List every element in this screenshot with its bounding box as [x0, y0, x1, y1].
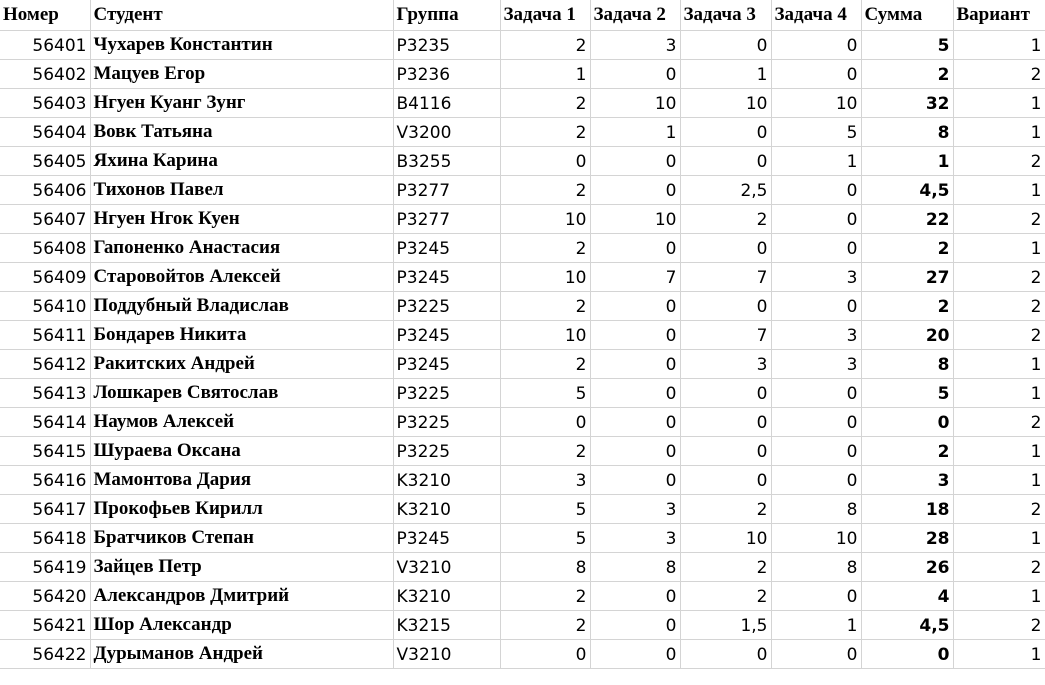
cell-sum[interactable]: 0: [861, 639, 953, 668]
cell-task-2[interactable]: 0: [590, 639, 680, 668]
cell-sum[interactable]: 5: [861, 30, 953, 59]
table-row: [0, 610, 1045, 639]
cell-sum[interactable]: 27: [861, 262, 953, 291]
cell-task-1[interactable]: 10: [500, 320, 590, 349]
cell-sum[interactable]: 0: [861, 407, 953, 436]
cell-task-4[interactable]: 8: [771, 552, 861, 581]
cell-group[interactable]: V3200: [393, 117, 500, 146]
cell-task-4[interactable]: 0: [771, 291, 861, 320]
table-row: [0, 436, 1045, 465]
cell-student[interactable]: Яхина Карина: [90, 146, 393, 175]
header-cell-task-3[interactable]: Задача 3: [680, 0, 771, 30]
cell-group[interactable]: P3236: [393, 59, 500, 88]
cell-number[interactable]: 56420: [0, 581, 90, 610]
cell-task-4[interactable]: 1: [771, 610, 861, 639]
cell-variant[interactable]: 1: [953, 117, 1045, 146]
cell-task-3[interactable]: 10: [680, 88, 771, 117]
cell-variant[interactable]: 2: [953, 552, 1045, 581]
header-cell-student[interactable]: Студент: [90, 0, 393, 30]
cell-task-3[interactable]: 2,5: [680, 175, 771, 204]
cell-task-4[interactable]: 0: [771, 204, 861, 233]
cell-task-2[interactable]: 0: [590, 378, 680, 407]
table-row: [0, 465, 1045, 494]
cell-sum[interactable]: 1: [861, 146, 953, 175]
cell-task-3[interactable]: 0: [680, 30, 771, 59]
cell-task-3[interactable]: 0: [680, 639, 771, 668]
cell-sum[interactable]: 2: [861, 436, 953, 465]
cell-sum[interactable]: 2: [861, 291, 953, 320]
cell-sum[interactable]: 20: [861, 320, 953, 349]
cell-task-4[interactable]: 10: [771, 523, 861, 552]
cell-task-1[interactable]: 3: [500, 465, 590, 494]
cell-task-2[interactable]: 10: [590, 88, 680, 117]
cell-variant[interactable]: 1: [953, 378, 1045, 407]
cell-task-3[interactable]: 0: [680, 436, 771, 465]
cell-number[interactable]: 56403: [0, 88, 90, 117]
cell-student[interactable]: Мацуев Егор: [90, 59, 393, 88]
cell-task-2[interactable]: 0: [590, 233, 680, 262]
cell-task-3[interactable]: 0: [680, 378, 771, 407]
cell-task-4[interactable]: 3: [771, 320, 861, 349]
header-cell-task-1[interactable]: Задача 1: [500, 0, 590, 30]
cell-number[interactable]: 56419: [0, 552, 90, 581]
cell-number[interactable]: 56412: [0, 349, 90, 378]
cell-task-4[interactable]: 0: [771, 30, 861, 59]
cell-task-3[interactable]: 2: [680, 494, 771, 523]
cell-task-2[interactable]: 0: [590, 436, 680, 465]
cell-task-3[interactable]: 0: [680, 233, 771, 262]
cell-group[interactable]: V3210: [393, 552, 500, 581]
cell-task-1[interactable]: 1: [500, 59, 590, 88]
cell-group[interactable]: P3245: [393, 262, 500, 291]
cell-task-4[interactable]: 10: [771, 88, 861, 117]
table-row: [0, 349, 1045, 378]
cell-task-1[interactable]: 0: [500, 407, 590, 436]
table-row: [0, 59, 1045, 88]
cell-sum[interactable]: 3: [861, 465, 953, 494]
header-cell-task-2[interactable]: Задача 2: [590, 0, 680, 30]
cell-task-4[interactable]: 3: [771, 262, 861, 291]
cell-task-1[interactable]: 10: [500, 204, 590, 233]
cell-number[interactable]: 56421: [0, 610, 90, 639]
cell-group[interactable]: P3277: [393, 175, 500, 204]
cell-task-2[interactable]: 1: [590, 117, 680, 146]
cell-task-4[interactable]: 5: [771, 117, 861, 146]
table-row: [0, 378, 1045, 407]
cell-task-1[interactable]: 2: [500, 581, 590, 610]
table-row: [0, 291, 1045, 320]
cell-task-2[interactable]: 3: [590, 494, 680, 523]
cell-task-1[interactable]: 2: [500, 233, 590, 262]
table-row: [0, 233, 1045, 262]
cell-task-3[interactable]: 7: [680, 262, 771, 291]
cell-number[interactable]: 56422: [0, 639, 90, 668]
cell-number[interactable]: 56416: [0, 465, 90, 494]
cell-variant[interactable]: 2: [953, 59, 1045, 88]
cell-task-4[interactable]: 8: [771, 494, 861, 523]
cell-task-4[interactable]: 0: [771, 378, 861, 407]
cell-group[interactable]: P3235: [393, 30, 500, 59]
cell-sum[interactable]: 22: [861, 204, 953, 233]
cell-number[interactable]: 56407: [0, 204, 90, 233]
table-body: [0, 30, 1045, 668]
cell-group[interactable]: B4116: [393, 88, 500, 117]
cell-student[interactable]: Старовойтов Алексей: [90, 262, 393, 291]
cell-group[interactable]: P3245: [393, 349, 500, 378]
table-row: [0, 581, 1045, 610]
cell-sum[interactable]: 28: [861, 523, 953, 552]
cell-task-3[interactable]: 0: [680, 117, 771, 146]
cell-task-1[interactable]: 0: [500, 639, 590, 668]
cell-variant[interactable]: 1: [953, 233, 1045, 262]
header-cell-variant[interactable]: Вариант: [953, 0, 1045, 30]
cell-variant[interactable]: 2: [953, 320, 1045, 349]
cell-variant[interactable]: 1: [953, 349, 1045, 378]
cell-task-4[interactable]: 0: [771, 233, 861, 262]
cell-variant[interactable]: 1: [953, 436, 1045, 465]
cell-task-2[interactable]: 0: [590, 407, 680, 436]
cell-number[interactable]: 56414: [0, 407, 90, 436]
cell-sum[interactable]: 2: [861, 59, 953, 88]
cell-task-3[interactable]: 0: [680, 407, 771, 436]
cell-number[interactable]: 56408: [0, 233, 90, 262]
cell-number[interactable]: 56405: [0, 146, 90, 175]
cell-task-3[interactable]: 0: [680, 291, 771, 320]
table-row: [0, 146, 1045, 175]
table-row: [0, 262, 1045, 291]
cell-student[interactable]: Мамонтова Дария: [90, 465, 393, 494]
cell-sum[interactable]: 32: [861, 88, 953, 117]
cell-group[interactable]: P3277: [393, 204, 500, 233]
table-row: [0, 175, 1045, 204]
cell-task-2[interactable]: 0: [590, 581, 680, 610]
cell-variant[interactable]: 2: [953, 204, 1045, 233]
cell-task-1[interactable]: 2: [500, 291, 590, 320]
cell-task-3[interactable]: 7: [680, 320, 771, 349]
cell-number[interactable]: 56402: [0, 59, 90, 88]
cell-student[interactable]: Нгуен Нгок Куен: [90, 204, 393, 233]
cell-student[interactable]: Зайцев Петр: [90, 552, 393, 581]
cell-task-4[interactable]: 0: [771, 59, 861, 88]
table-row: [0, 320, 1045, 349]
cell-student[interactable]: Вовк Татьяна: [90, 117, 393, 146]
cell-task-3[interactable]: 3: [680, 349, 771, 378]
table-row: [0, 639, 1045, 668]
cell-sum[interactable]: 2: [861, 233, 953, 262]
cell-group[interactable]: P3245: [393, 233, 500, 262]
cell-variant[interactable]: 1: [953, 30, 1045, 59]
cell-task-1[interactable]: 2: [500, 436, 590, 465]
cell-task-4[interactable]: 0: [771, 465, 861, 494]
cell-variant[interactable]: 1: [953, 175, 1045, 204]
cell-task-2[interactable]: 8: [590, 552, 680, 581]
cell-group[interactable]: P3225: [393, 436, 500, 465]
cell-variant[interactable]: 2: [953, 610, 1045, 639]
cell-variant[interactable]: 2: [953, 146, 1045, 175]
cell-number[interactable]: 56413: [0, 378, 90, 407]
cell-task-3[interactable]: 2: [680, 204, 771, 233]
cell-task-3[interactable]: 2: [680, 552, 771, 581]
cell-task-2[interactable]: 0: [590, 610, 680, 639]
cell-variant[interactable]: 2: [953, 291, 1045, 320]
cell-task-1[interactable]: 0: [500, 146, 590, 175]
cell-variant[interactable]: 2: [953, 407, 1045, 436]
cell-task-1[interactable]: 5: [500, 378, 590, 407]
cell-variant[interactable]: 1: [953, 88, 1045, 117]
cell-task-1[interactable]: 10: [500, 262, 590, 291]
cell-number[interactable]: 56409: [0, 262, 90, 291]
cell-group[interactable]: P3225: [393, 407, 500, 436]
cell-number[interactable]: 56417: [0, 494, 90, 523]
cell-task-3[interactable]: 2: [680, 581, 771, 610]
cell-number[interactable]: 56410: [0, 291, 90, 320]
cell-group[interactable]: B3255: [393, 146, 500, 175]
cell-group[interactable]: P3245: [393, 320, 500, 349]
cell-task-2[interactable]: 7: [590, 262, 680, 291]
table-row: [0, 523, 1045, 552]
cell-student[interactable]: Прокофьев Кирилл: [90, 494, 393, 523]
table-row: [0, 407, 1045, 436]
cell-task-2[interactable]: 0: [590, 320, 680, 349]
cell-group[interactable]: K3215: [393, 610, 500, 639]
cell-variant[interactable]: 1: [953, 639, 1045, 668]
cell-task-2[interactable]: 3: [590, 523, 680, 552]
cell-sum[interactable]: 8: [861, 117, 953, 146]
cell-sum[interactable]: 4: [861, 581, 953, 610]
cell-task-4[interactable]: 1: [771, 146, 861, 175]
cell-task-1[interactable]: 2: [500, 175, 590, 204]
cell-student[interactable]: Нгуен Куанг Зунг: [90, 88, 393, 117]
cell-group[interactable]: P3245: [393, 523, 500, 552]
cell-task-3[interactable]: 0: [680, 146, 771, 175]
cell-sum[interactable]: 5: [861, 378, 953, 407]
cell-student[interactable]: Братчиков Степан: [90, 523, 393, 552]
cell-task-2[interactable]: 10: [590, 204, 680, 233]
cell-task-2[interactable]: 0: [590, 349, 680, 378]
table-row: [0, 494, 1045, 523]
cell-task-4[interactable]: 3: [771, 349, 861, 378]
cell-task-1[interactable]: 2: [500, 117, 590, 146]
cell-group[interactable]: P3225: [393, 291, 500, 320]
cell-number[interactable]: 56406: [0, 175, 90, 204]
cell-sum[interactable]: 26: [861, 552, 953, 581]
header-cell-task-4[interactable]: Задача 4: [771, 0, 861, 30]
cell-group[interactable]: K3210: [393, 465, 500, 494]
cell-group[interactable]: K3210: [393, 581, 500, 610]
cell-student[interactable]: Шор Александр: [90, 610, 393, 639]
cell-student[interactable]: Чухарев Константин: [90, 30, 393, 59]
cell-sum[interactable]: 18: [861, 494, 953, 523]
cell-task-2[interactable]: 3: [590, 30, 680, 59]
cell-task-4[interactable]: 0: [771, 436, 861, 465]
cell-student[interactable]: Александров Дмитрий: [90, 581, 393, 610]
cell-variant[interactable]: 1: [953, 581, 1045, 610]
cell-variant[interactable]: 2: [953, 494, 1045, 523]
cell-task-3[interactable]: 1,5: [680, 610, 771, 639]
cell-variant[interactable]: 1: [953, 523, 1045, 552]
cell-task-4[interactable]: 0: [771, 175, 861, 204]
cell-task-2[interactable]: 0: [590, 291, 680, 320]
cell-number[interactable]: 56411: [0, 320, 90, 349]
cell-student[interactable]: Ракитских Андрей: [90, 349, 393, 378]
cell-task-2[interactable]: 0: [590, 175, 680, 204]
cell-student[interactable]: Бондарев Никита: [90, 320, 393, 349]
cell-number[interactable]: 56418: [0, 523, 90, 552]
cell-student[interactable]: Поддубный Владислав: [90, 291, 393, 320]
cell-group[interactable]: V3210: [393, 639, 500, 668]
cell-student[interactable]: Дурыманов Андрей: [90, 639, 393, 668]
cell-number[interactable]: 56401: [0, 30, 90, 59]
cell-student[interactable]: Гапоненко Анастасия: [90, 233, 393, 262]
header-cell-group[interactable]: Группа: [393, 0, 500, 30]
table-row: [0, 204, 1045, 233]
cell-student[interactable]: Лошкарев Святослав: [90, 378, 393, 407]
cell-group[interactable]: P3225: [393, 378, 500, 407]
cell-task-2[interactable]: 0: [590, 465, 680, 494]
cell-task-4[interactable]: 0: [771, 639, 861, 668]
table-row: [0, 117, 1045, 146]
table-row: [0, 88, 1045, 117]
cell-variant[interactable]: 1: [953, 465, 1045, 494]
cell-task-1[interactable]: 5: [500, 494, 590, 523]
cell-task-1[interactable]: 8: [500, 552, 590, 581]
cell-task-4[interactable]: 0: [771, 407, 861, 436]
cell-task-1[interactable]: 2: [500, 610, 590, 639]
cell-student[interactable]: Шураева Оксана: [90, 436, 393, 465]
cell-sum[interactable]: 8: [861, 349, 953, 378]
cell-sum[interactable]: 4,5: [861, 175, 953, 204]
cell-number[interactable]: 56404: [0, 117, 90, 146]
cell-task-4[interactable]: 0: [771, 581, 861, 610]
header-cell-number[interactable]: Номер: [0, 0, 90, 30]
cell-task-1[interactable]: 2: [500, 30, 590, 59]
cell-student[interactable]: Тихонов Павел: [90, 175, 393, 204]
cell-task-3[interactable]: 1: [680, 59, 771, 88]
cell-number[interactable]: 56415: [0, 436, 90, 465]
cell-task-2[interactable]: 0: [590, 59, 680, 88]
cell-group[interactable]: K3210: [393, 494, 500, 523]
table-row: [0, 30, 1045, 59]
cell-task-1[interactable]: 2: [500, 349, 590, 378]
table-row: [0, 552, 1045, 581]
cell-variant[interactable]: 2: [953, 262, 1045, 291]
cell-task-3[interactable]: 10: [680, 523, 771, 552]
cell-task-3[interactable]: 0: [680, 465, 771, 494]
cell-student[interactable]: Наумов Алексей: [90, 407, 393, 436]
cell-task-1[interactable]: 2: [500, 88, 590, 117]
cell-task-1[interactable]: 5: [500, 523, 590, 552]
cell-task-2[interactable]: 0: [590, 146, 680, 175]
header-cell-sum[interactable]: Сумма: [861, 0, 953, 30]
cell-sum[interactable]: 4,5: [861, 610, 953, 639]
header-row: [0, 0, 1045, 30]
